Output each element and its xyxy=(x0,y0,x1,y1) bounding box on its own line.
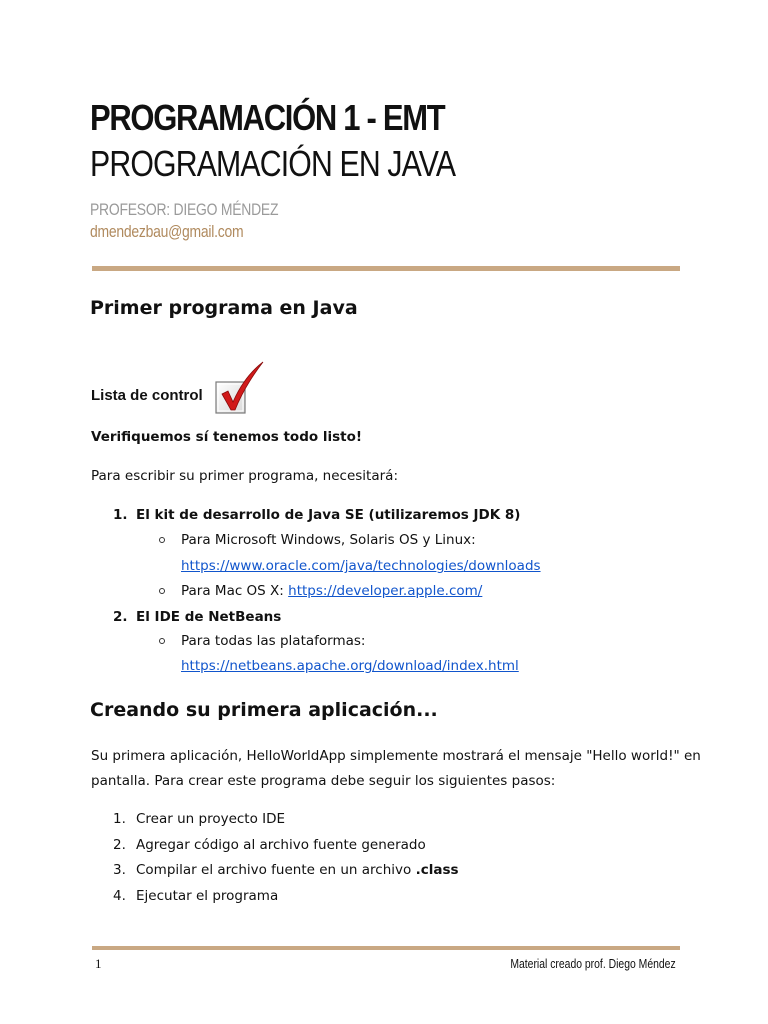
step-item: Crear un proyecto IDE xyxy=(136,811,286,827)
sub-item-mac xyxy=(181,581,482,601)
sub-item-text: Para Mac OS X: xyxy=(181,583,289,599)
footer-credit: Material creado prof. Diego Méndez xyxy=(510,956,676,971)
hollow-bullet-icon xyxy=(159,638,165,644)
step-item-compile xyxy=(136,860,459,880)
list-number: 3. xyxy=(113,862,126,878)
sub-item-text: Para Microsoft Windows, Solaris OS y Linux: xyxy=(181,532,476,548)
netbeans-download-link[interactable]: https://netbeans.apache.org/download/index.html xyxy=(181,658,519,674)
document-title: PROGRAMACIÓN 1 - EMT xyxy=(90,97,445,138)
requirement-netbeans: El IDE de NetBeans xyxy=(136,609,282,625)
list-number: 4. xyxy=(113,888,126,904)
checklist-label: Lista de control xyxy=(91,387,203,404)
professor-email: dmendezbau@gmail.com xyxy=(90,222,244,241)
footer-divider xyxy=(92,946,680,950)
step-item-text: Compilar el archivo fuente en un archivo xyxy=(136,862,416,878)
paragraph-line: Su primera aplicación, HelloWorldApp simplemente mostrará el mensaje "Hello world!" en xyxy=(91,748,701,764)
list-number: 2. xyxy=(113,837,126,853)
list-number: 2. xyxy=(113,609,128,625)
class-extension: .class xyxy=(415,862,459,878)
section-heading-primer-programa: Primer programa en Java xyxy=(90,297,358,319)
oracle-download-link[interactable]: https://www.oracle.com/java/technologies/downloads xyxy=(181,558,541,574)
professor-name: PROFESOR: DIEGO MÉNDEZ xyxy=(90,200,279,219)
header-divider xyxy=(92,266,680,271)
paragraph-line: pantalla. Para crear este programa debe seguir los siguientes pasos: xyxy=(91,773,556,789)
intro-text: Para escribir su primer programa, necesitará: xyxy=(91,468,398,484)
section-heading-creando: Creando su primera aplicación... xyxy=(90,699,438,721)
verify-text: Verifiquemos sí tenemos todo listo! xyxy=(91,429,363,445)
document-subtitle: PROGRAMACIÓN EN JAVA xyxy=(90,143,456,184)
requirement-jdk: El kit de desarrollo de Java SE (utilizaremos JDK 8) xyxy=(136,507,521,523)
page-number: 1 xyxy=(95,956,102,971)
list-number: 1. xyxy=(113,811,126,827)
hollow-bullet-icon xyxy=(159,537,165,543)
step-item: Agregar código al archivo fuente generado xyxy=(136,837,426,853)
sub-item-text: Para todas las plataformas: xyxy=(181,633,366,649)
checkmark-icon xyxy=(214,360,266,416)
hollow-bullet-icon xyxy=(159,588,165,594)
step-item: Ejecutar el programa xyxy=(136,888,279,904)
list-number: 1. xyxy=(113,507,128,523)
apple-developer-link[interactable]: https://developer.apple.com/ xyxy=(288,583,483,599)
